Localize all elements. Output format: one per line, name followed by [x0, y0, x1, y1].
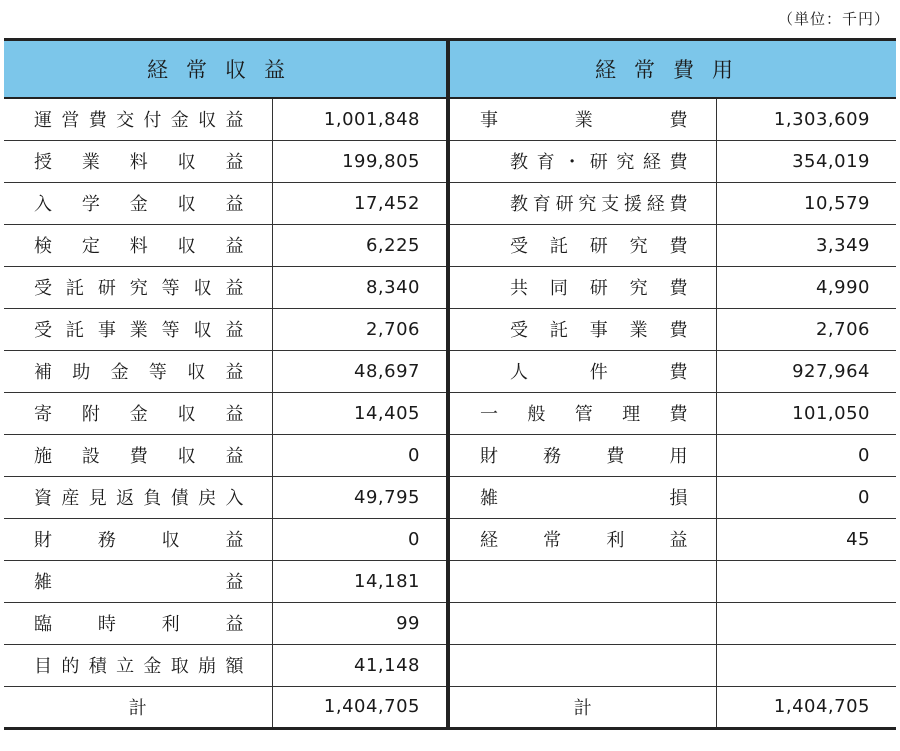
expense-label: 雑損	[448, 476, 716, 518]
expense-value: 0	[716, 476, 896, 518]
expense-total-label: 計	[448, 686, 716, 728]
expense-label	[448, 560, 716, 602]
expense-label: 受託事業費	[448, 308, 716, 350]
revenue-value: 0	[272, 434, 448, 476]
table-row	[4, 308, 896, 350]
table-row	[4, 224, 896, 266]
table-row	[4, 140, 896, 182]
unit-note: （単位：千円）	[777, 10, 890, 28]
expense-value: 0	[716, 434, 896, 476]
revenue-label: 受託事業等収益	[4, 308, 272, 350]
table-row	[4, 182, 896, 224]
expense-label: 経常利益	[448, 518, 716, 560]
expense-label	[448, 602, 716, 644]
expense-value: 10,579	[716, 182, 896, 224]
table-row	[4, 476, 896, 518]
revenue-label: 授業料収益	[4, 140, 272, 182]
revenue-value: 48,697	[272, 350, 448, 392]
revenue-total-label: 計	[4, 686, 272, 728]
total-row	[4, 686, 896, 728]
revenue-label: 補助金等収益	[4, 350, 272, 392]
expense-label: 一般管理費	[448, 392, 716, 434]
expense-value: 3,349	[716, 224, 896, 266]
revenue-label: 入学金収益	[4, 182, 272, 224]
revenue-value: 0	[272, 518, 448, 560]
revenue-value: 17,452	[272, 182, 448, 224]
revenue-value: 1,001,848	[272, 98, 448, 140]
table-body	[4, 98, 896, 728]
revenue-value: 41,148	[272, 644, 448, 686]
revenue-value: 199,805	[272, 140, 448, 182]
revenue-value: 8,340	[272, 266, 448, 308]
expense-value: 927,964	[716, 350, 896, 392]
table-row	[4, 98, 896, 140]
expense-value	[716, 602, 896, 644]
revenue-value: 2,706	[272, 308, 448, 350]
expense-value: 1,303,609	[716, 98, 896, 140]
expense-label: 教育・研究経費	[448, 140, 716, 182]
expense-value	[716, 560, 896, 602]
expense-value: 4,990	[716, 266, 896, 308]
table-row	[4, 518, 896, 560]
expense-value: 354,019	[716, 140, 896, 182]
expense-label: 人件費	[448, 350, 716, 392]
revenue-label: 検定料収益	[4, 224, 272, 266]
revenue-label: 受託研究等収益	[4, 266, 272, 308]
expense-value: 2,706	[716, 308, 896, 350]
expense-label: 受託研究費	[448, 224, 716, 266]
expense-label	[448, 644, 716, 686]
revenue-label: 寄附金収益	[4, 392, 272, 434]
revenue-value: 6,225	[272, 224, 448, 266]
table-row	[4, 392, 896, 434]
expense-label: 共同研究費	[448, 266, 716, 308]
revenue-label: 財務収益	[4, 518, 272, 560]
revenue-header: 経常収益	[4, 40, 448, 99]
expense-label: 教育研究支援経費	[448, 182, 716, 224]
table-header-row	[4, 40, 896, 99]
revenue-label: 資産見返負債戻入	[4, 476, 272, 518]
revenue-value: 49,795	[272, 476, 448, 518]
table-row	[4, 266, 896, 308]
expense-value: 101,050	[716, 392, 896, 434]
revenue-label: 施設費収益	[4, 434, 272, 476]
expense-label: 事業費	[448, 98, 716, 140]
table-row	[4, 434, 896, 476]
revenue-label: 目的積立金取崩額	[4, 644, 272, 686]
expense-value	[716, 644, 896, 686]
table-row	[4, 602, 896, 644]
expense-total-value: 1,404,705	[716, 686, 896, 728]
revenue-value: 14,181	[272, 560, 448, 602]
expense-value: 45	[716, 518, 896, 560]
table-row	[4, 350, 896, 392]
revenue-value: 14,405	[272, 392, 448, 434]
table-row	[4, 560, 896, 602]
income-statement-table	[4, 38, 896, 730]
table-row	[4, 644, 896, 686]
expense-header: 経常費用	[448, 40, 896, 99]
revenue-total-value: 1,404,705	[272, 686, 448, 728]
revenue-label: 運営費交付金収益	[4, 98, 272, 140]
revenue-label: 臨時利益	[4, 602, 272, 644]
expense-label: 財務費用	[448, 434, 716, 476]
revenue-label: 雑益	[4, 560, 272, 602]
revenue-value: 99	[272, 602, 448, 644]
